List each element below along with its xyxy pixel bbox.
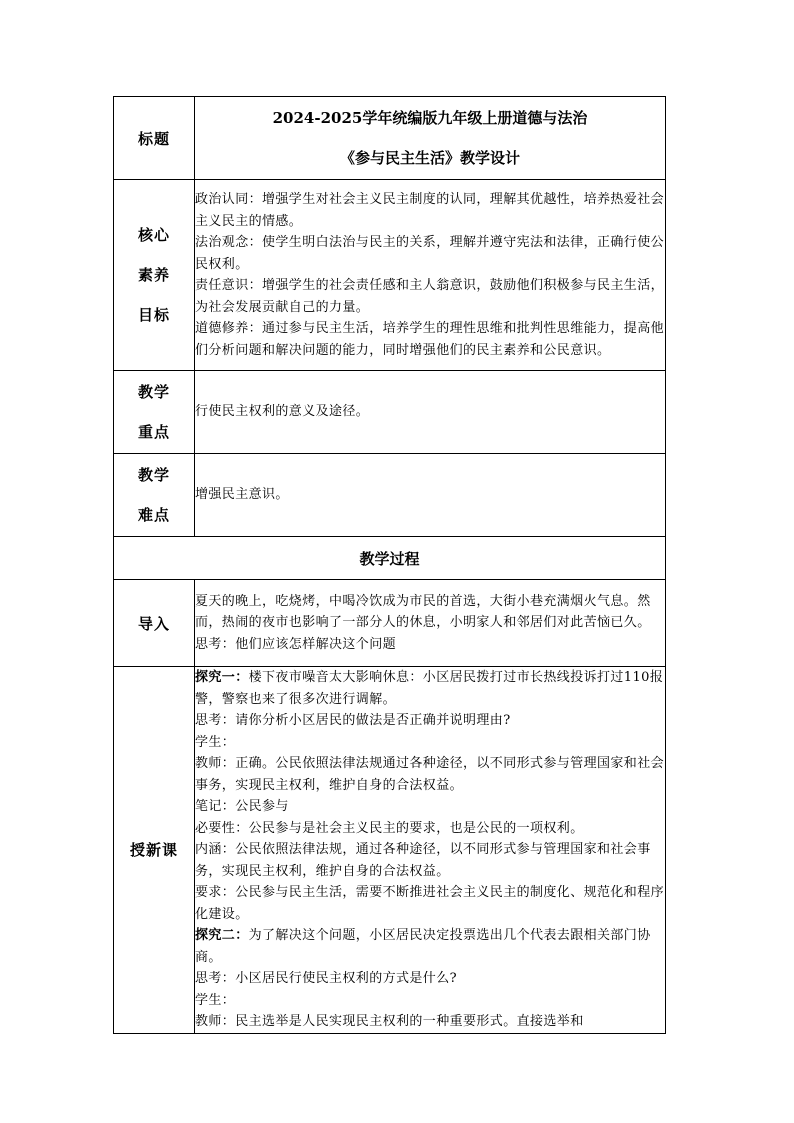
process-title (114, 537, 666, 580)
goal-morality: 道德修养：通过参与民主生活，培养学生的理性思维和批判性思维能力，提高他们分析问题和解决问题的能力，同时增强他们的民主素养和公民意识。 (195, 321, 665, 358)
goals-label-line: 目标 (137, 306, 170, 324)
explore1-title: 探究一： (195, 670, 249, 685)
necessity-text: 必要性：公民参与是社会主义民主的要求，也是公民的一项权利。 (195, 820, 584, 836)
explore1-paragraph (195, 667, 665, 710)
title-cell (195, 97, 666, 180)
difficulty-content (195, 454, 666, 537)
goals-label (114, 180, 195, 371)
intro-label-text: 导入 (137, 614, 170, 633)
process-title-text: 教学过程 (359, 549, 420, 568)
new-lesson-label-text: 授新课 (129, 841, 178, 860)
student-1: 学生： (195, 734, 236, 750)
title-label-text: 标题 (137, 129, 170, 148)
intro-label (114, 580, 195, 667)
goals-row (114, 180, 666, 371)
teacher-2: 教师：民主选举是人民实现民主权利的一种重要形式。直接选举和 (195, 1014, 584, 1029)
goal-rule-of-law: 法治观念：使学生明白法治与民主的关系，理解并遵守宪法和法律，正确行使公民权利。 (195, 235, 665, 272)
new-lesson-row (114, 667, 666, 1034)
new-lesson-content (195, 667, 666, 1034)
key-point-row (114, 371, 666, 454)
key-point-label (114, 371, 195, 454)
explore1-text: 楼下夜市噪音太大影响休息：小区居民拨打过市长热线投诉打过110报警，警察也来了很多次进行调解。 (195, 670, 664, 707)
document-title-line1: 2024-2025学年统编版九年级上册道德与法治 (272, 109, 588, 127)
lesson-plan-table (113, 96, 666, 1034)
teacher-1: 教师：正确。公民依照法律法规通过各种途径，以不同形式参与管理国家和社会事务，实现民主权利，维护自身的合法权益。 (195, 756, 665, 793)
key-point-content (195, 371, 666, 454)
difficulty-label-line: 教学 (137, 466, 170, 484)
goals-content (195, 180, 666, 371)
difficulty-row (114, 454, 666, 537)
new-lesson-label (114, 667, 195, 1034)
meaning-text: 内涵：公民依照法律法规，通过各种途径，以不同形式参与管理国家和社会事务，实现民主权利，维护自身的合法权益。 (195, 842, 651, 879)
process-title-row (114, 537, 666, 580)
goal-political-identity: 政治认同：增强学生对社会主义民主制度的认同，理解其优越性，培养热爱社会主义民主的情感。 (195, 192, 665, 229)
explore2-title: 探究二： (195, 928, 249, 943)
key-point-label-line: 教学 (137, 383, 170, 401)
title-label (114, 97, 195, 180)
intro-paragraph: 夏天的晚上，吃烧烤，中喝冷饮成为市民的首选，大街小巷充满烟火气息。然而，热闹的夜市也影响了一部分人的休息，小明家人和邻居们对此苦恼已久。 (195, 593, 651, 631)
question-1: 思考：请你分析小区居民的做法是否正确并说明理由? (195, 713, 511, 728)
goals-label-line: 素养 (137, 266, 170, 284)
document-title-line2: 《参与民主生活》教学设计 (339, 149, 520, 167)
goal-responsibility: 责任意识：增强学生的社会责任感和主人翁意识，鼓励他们积极参与民主生活，为社会发展贡献自己的力量。 (195, 278, 665, 315)
student-2: 学生： (195, 992, 236, 1008)
key-point-label-line: 重点 (137, 423, 170, 441)
intro-question: 思考：他们应该怎样解决这个问题 (195, 636, 397, 652)
key-point-text: 行使民主权利的意义及途径。 (195, 404, 370, 420)
goals-label-line: 核心 (137, 226, 170, 244)
explore2-text: 为了解决这个问题，小区居民决定投票选出几个代表去跟相关部门协商。 (195, 928, 651, 965)
note-heading: 笔记：公民参与 (195, 799, 289, 814)
explore2-paragraph (195, 925, 665, 968)
difficulty-label-line: 难点 (137, 506, 170, 524)
intro-content (195, 580, 666, 667)
difficulty-text: 增强民主意识。 (195, 487, 289, 503)
intro-row (114, 580, 666, 667)
difficulty-label (114, 454, 195, 537)
requirement-text: 要求：公民参与民主生活，需要不断推进社会主义民主的制度化、规范化和程序化建设。 (195, 885, 665, 922)
title-row (114, 97, 666, 180)
question-2: 思考：小区居民行使民主权利的方式是什么? (195, 971, 457, 986)
